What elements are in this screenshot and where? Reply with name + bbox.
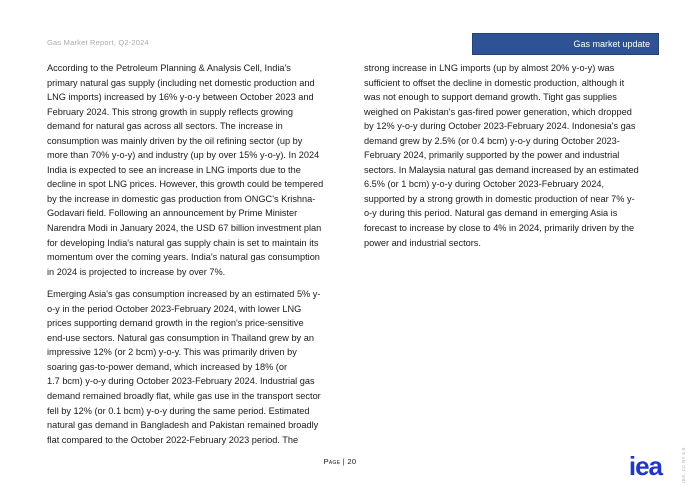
text-line: sufficient to offset the decline in domestic production, although it: [364, 77, 625, 88]
text-line: o-y during this period. Natural gas demand in emerging Asia is: [364, 208, 618, 219]
text-line: fell by 12% (or 0.1 bcm) y-o-y during the same period. Estimated: [47, 405, 310, 416]
attribution-vertical-text: IEA. CC BY 4.0.: [681, 446, 686, 483]
text-line: strong increase in LNG imports (up by almost 20% y-o-y) was: [364, 63, 615, 73]
text-line: power and industrial sectors.: [364, 237, 481, 248]
text-line: impressive 12% (or 2 bcm) y-o-y. This was primarily driven by: [47, 347, 297, 358]
text-column-right: [364, 61, 661, 455]
text-line: prices supporting demand growth in the region's price-sensitive: [47, 318, 304, 329]
text-line: Godavari field. Following an announcement by Prime Minister: [47, 208, 298, 219]
text-line: Emerging Asia's gas consumption increased by an estimated 5% y-: [47, 289, 321, 300]
text-line: decline in spot LNG prices. However, this growth could be tempered: [47, 179, 324, 190]
text-line: consumption was mainly driven by the oil refining sector (up by: [47, 135, 303, 146]
text-line: was not enough to support demand growth. Tight gas supplies: [364, 92, 617, 103]
text-line: more than 70% y-o-y) and industry (up by over 15% y-o-y). In 2024: [47, 150, 320, 161]
text-line: natural gas demand in Bangladesh and Pakistan remained broadly: [47, 420, 319, 431]
page-body: [47, 61, 661, 455]
text-line: by the increase in domestic gas production from ONGC's Krishna-: [47, 193, 316, 204]
text-line: sectors. In Malaysia natural gas demand increased by an estimated: [364, 164, 639, 175]
text-column-left: [47, 61, 347, 455]
text-line: February 2024. This strong growth in supply reflects growing: [47, 106, 293, 117]
text-line: demand grew by 2.5% (or 0.4 bcm) y-o-y during October 2023-: [364, 135, 620, 146]
iea-logo: iea: [628, 451, 662, 481]
text-line: for developing India's natural gas supply chain is set to maintain its: [47, 237, 319, 248]
text-line: end-use sectors. Natural gas consumption in Thailand grew by an: [47, 332, 314, 343]
paragraph: [47, 287, 347, 447]
text-line: primary natural gas supply (including net domestic production and: [47, 77, 315, 88]
paragraph: [47, 61, 347, 279]
text-line: weighed on Pakistan's gas-fired power generation, which dropped: [364, 106, 632, 117]
page-number: Page | 20: [323, 457, 357, 466]
text-line: Narendra Modi in January 2024, the USD 67 billion investment plan: [47, 223, 322, 234]
text-line: flat compared to the October 2022-February 2023 period. The: [47, 434, 299, 445]
section-banner: [472, 33, 659, 55]
report-title: Gas Market Report, Q2-2024: [47, 38, 149, 47]
text-line: demand for natural gas across all sectors. The increase in: [47, 121, 283, 132]
text-line: by 12% y-o-y during October 2023-February 2024. Indonesia's gas: [364, 121, 636, 132]
text-line: in 2024 is projected to increase by over 7%.: [47, 266, 226, 277]
text-line: o-y in the period October 2023-February 2024, with lower LNG: [47, 303, 302, 314]
text-line: India is expected to see an increase in LNG imports due to the: [47, 164, 301, 175]
text-line: supported by a strong growth in domestic production of near 7% y-: [364, 193, 635, 204]
text-line: 6.5% (or 1 bcm) y-o-y during October 2023-February 2024,: [364, 179, 605, 190]
text-line: forecast to increase by close to 4% in 2024, primarily driven by the: [364, 223, 635, 234]
text-line: 1.7 bcm) y-o-y during October 2023-February 2024. Industrial gas: [47, 376, 315, 387]
banner-label: Gas market update: [573, 39, 650, 49]
text-line: momentum over the coming years. India's natural gas consumption: [47, 252, 320, 263]
text-line: According to the Petroleum Planning & Analysis Cell, India's: [47, 63, 291, 73]
text-line: demand remained broadly flat, while gas use in the transport sector: [47, 391, 321, 402]
text-line: February 2024, primarily supported by the power and industrial: [364, 150, 620, 161]
text-line: soaring gas-to-power demand, which increased by 18% (or: [47, 361, 288, 372]
paragraph: [364, 61, 661, 250]
text-line: LNG imports) increased by 16% y-o-y between October 2023 and: [47, 92, 314, 103]
